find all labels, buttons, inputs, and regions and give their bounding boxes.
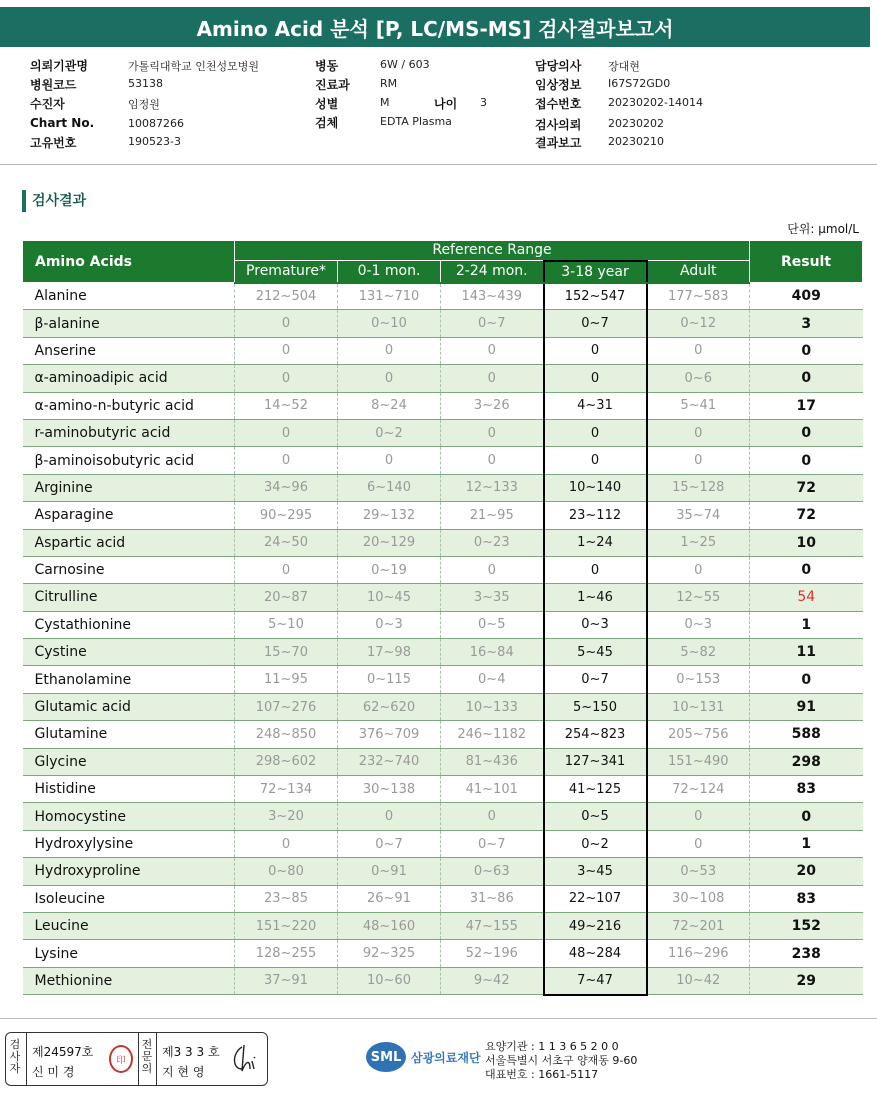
reference-range: 0~63 — [441, 858, 544, 885]
reference-range-highlighted: 49~216 — [544, 912, 647, 939]
reference-range: 48~160 — [338, 912, 441, 939]
reference-range: 0~80 — [235, 858, 338, 885]
table-row — [23, 584, 863, 611]
reference-range: 205~756 — [647, 721, 750, 748]
result-value: 29 — [750, 967, 863, 994]
reference-range: 35~74 — [647, 502, 750, 529]
amino-acid-name: Aspartic acid — [23, 529, 235, 556]
reference-range: 90~295 — [235, 502, 338, 529]
reference-range: 26~91 — [338, 885, 441, 912]
reference-range: 12~55 — [647, 584, 750, 611]
reference-range: 131~710 — [338, 283, 441, 310]
reference-range: 10~131 — [647, 693, 750, 720]
result-value: 72 — [750, 474, 863, 501]
info-label: 의뢰기관명 — [30, 59, 88, 73]
reference-range: 1~25 — [647, 529, 750, 556]
sub-header: 2-24 mon. — [441, 261, 544, 283]
amino-acid-name: Ethanolamine — [23, 666, 235, 693]
reference-range-highlighted: 1~24 — [544, 529, 647, 556]
col-header-amino: Amino Acids — [23, 241, 235, 283]
divider — [156, 1033, 157, 1085]
info-value: EDTA Plasma — [380, 115, 452, 128]
amino-acid-name: Asparagine — [23, 502, 235, 529]
result-value: 17 — [750, 392, 863, 419]
reference-range-highlighted: 0~7 — [544, 310, 647, 337]
reference-range: 0 — [338, 447, 441, 474]
tester-license: 제24597호 — [32, 1045, 94, 1059]
reference-range-highlighted: 254~823 — [544, 721, 647, 748]
result-value: 298 — [750, 748, 863, 775]
reference-range: 5~82 — [647, 639, 750, 666]
reference-range: 0~12 — [647, 310, 750, 337]
info-value: I67S72GD0 — [608, 77, 671, 90]
amino-acid-name: Hydroxylysine — [23, 830, 235, 857]
table-row — [23, 967, 863, 994]
divider — [26, 1033, 27, 1085]
amino-acid-name: α-amino-n-butyric acid — [23, 392, 235, 419]
reference-range: 0~10 — [338, 310, 441, 337]
reference-range: 5~10 — [235, 611, 338, 638]
result-value: 1 — [750, 830, 863, 857]
table-row — [23, 392, 863, 419]
reference-range: 0 — [235, 447, 338, 474]
result-value: 0 — [750, 803, 863, 830]
reference-range-highlighted: 0 — [544, 419, 647, 446]
result-value: 83 — [750, 885, 863, 912]
amino-acid-name: Hydroxyproline — [23, 858, 235, 885]
reference-range: 15~70 — [235, 639, 338, 666]
info-label: 고유번호 — [30, 136, 77, 150]
reference-range-highlighted: 0 — [544, 337, 647, 364]
reference-range: 72~134 — [235, 776, 338, 803]
reference-range: 298~602 — [235, 748, 338, 775]
result-value: 3 — [750, 310, 863, 337]
reference-range: 0 — [235, 419, 338, 446]
reference-range-highlighted: 22~107 — [544, 885, 647, 912]
reference-range: 0 — [235, 365, 338, 392]
reference-range-highlighted: 0~2 — [544, 830, 647, 857]
amino-acid-name: Isoleucine — [23, 885, 235, 912]
table-row — [23, 529, 863, 556]
reference-range: 0 — [441, 803, 544, 830]
reference-range: 0 — [235, 556, 338, 583]
reference-range: 3~35 — [441, 584, 544, 611]
tester-name: 신 미 경 — [32, 1065, 75, 1079]
reference-range: 246~1182 — [441, 721, 544, 748]
reference-range: 24~50 — [235, 529, 338, 556]
reference-range: 0 — [647, 447, 750, 474]
info-label: 수진자 — [30, 97, 65, 111]
reference-range-highlighted: 5~45 — [544, 639, 647, 666]
result-value: 409 — [750, 283, 863, 310]
reference-range-highlighted: 0~7 — [544, 666, 647, 693]
reference-range: 0 — [441, 337, 544, 364]
reference-range: 107~276 — [235, 693, 338, 720]
divider — [0, 1018, 877, 1019]
reference-range: 0 — [441, 447, 544, 474]
reference-range: 30~108 — [647, 885, 750, 912]
address-line: 대표번호 : 1661-5117 — [485, 1068, 599, 1081]
reference-range: 0 — [235, 337, 338, 364]
info-label: 검사의뢰 — [535, 118, 582, 132]
sub-header: Premature* — [235, 261, 338, 283]
reference-range: 0 — [647, 803, 750, 830]
result-value: 0 — [750, 447, 863, 474]
reference-range: 0~2 — [338, 419, 441, 446]
result-value: 0 — [750, 666, 863, 693]
info-value: 임정원 — [128, 98, 160, 111]
reference-range: 81~436 — [441, 748, 544, 775]
reference-range: 0 — [441, 556, 544, 583]
reference-range: 0 — [647, 419, 750, 446]
table-row — [23, 912, 863, 939]
info-value: 장대현 — [608, 60, 640, 73]
info-value: M — [380, 96, 390, 109]
reference-range: 232~740 — [338, 748, 441, 775]
reference-range: 128~255 — [235, 940, 338, 967]
info-value: 20230210 — [608, 135, 664, 148]
table-row — [23, 419, 863, 446]
table-row — [23, 611, 863, 638]
reference-range: 5~41 — [647, 392, 750, 419]
age-label: 나이 — [434, 97, 458, 111]
reference-range: 143~439 — [441, 283, 544, 310]
table-row — [23, 447, 863, 474]
amino-acid-name: Citrulline — [23, 584, 235, 611]
table-row — [23, 721, 863, 748]
report-title: Amino Acid 분석 [P, LC/MS-MS] 검사결과보고서 — [0, 7, 870, 47]
table-row — [23, 803, 863, 830]
doctor-name: 지 현 영 — [162, 1065, 205, 1079]
reference-range: 12~133 — [441, 474, 544, 501]
col-header-result: Result — [750, 241, 863, 283]
amino-acid-name: Glutamic acid — [23, 693, 235, 720]
company-address — [485, 1040, 637, 1082]
table-row — [23, 940, 863, 967]
reference-range: 3~26 — [441, 392, 544, 419]
reference-range: 0 — [441, 365, 544, 392]
reference-range: 0 — [235, 310, 338, 337]
table-row — [23, 283, 863, 310]
reference-range: 0~3 — [647, 611, 750, 638]
info-label: 결과보고 — [535, 136, 582, 150]
reference-range-highlighted: 3~45 — [544, 858, 647, 885]
info-label: 임상정보 — [535, 78, 582, 92]
reference-range: 21~95 — [441, 502, 544, 529]
info-value: 53138 — [128, 77, 163, 90]
logo-name: 삼광의료재단 — [411, 1050, 481, 1065]
info-label: 병원코드 — [30, 78, 77, 92]
reference-range: 0~19 — [338, 556, 441, 583]
result-value: 1 — [750, 611, 863, 638]
amino-acid-name: β-alanine — [23, 310, 235, 337]
amino-acid-name: Homocystine — [23, 803, 235, 830]
reference-range: 34~96 — [235, 474, 338, 501]
reference-range: 23~85 — [235, 885, 338, 912]
reference-range-highlighted: 1~46 — [544, 584, 647, 611]
amino-acid-name: α-aminoadipic acid — [23, 365, 235, 392]
result-value: 0 — [750, 419, 863, 446]
doctor-label: 전문의 — [141, 1038, 153, 1075]
info-value: 6W / 603 — [380, 58, 430, 71]
reference-range-highlighted: 7~47 — [544, 967, 647, 994]
reference-range: 0 — [338, 337, 441, 364]
reference-range-highlighted: 0 — [544, 447, 647, 474]
reference-range: 0~7 — [441, 310, 544, 337]
result-value: 83 — [750, 776, 863, 803]
sub-header: 0-1 mon. — [338, 261, 441, 283]
info-value: 20230202 — [608, 117, 664, 130]
info-value: 190523-3 — [128, 135, 181, 148]
reference-range: 11~95 — [235, 666, 338, 693]
amino-acid-name: Glutamine — [23, 721, 235, 748]
table-row — [23, 310, 863, 337]
reference-range-highlighted: 152~547 — [544, 283, 647, 310]
table-row — [23, 474, 863, 501]
company-logo — [366, 1042, 481, 1072]
reference-range: 52~196 — [441, 940, 544, 967]
info-label: 병동 — [315, 59, 339, 73]
info-value: 가톨릭대학교 인천성모병원 — [128, 60, 260, 73]
info-label: 검체 — [315, 116, 339, 130]
amino-acid-name: Leucine — [23, 912, 235, 939]
info-value: RM — [380, 77, 398, 90]
reference-range: 0~3 — [338, 611, 441, 638]
amino-acid-name: Histidine — [23, 776, 235, 803]
reference-range: 10~60 — [338, 967, 441, 994]
reference-range: 0~115 — [338, 666, 441, 693]
reference-range-highlighted: 0~3 — [544, 611, 647, 638]
reference-range: 0~153 — [647, 666, 750, 693]
patient-info — [30, 57, 830, 153]
reference-range: 0~7 — [441, 830, 544, 857]
reference-range: 3~20 — [235, 803, 338, 830]
info-label: Chart No. — [30, 116, 95, 130]
age-value: 3 — [480, 96, 487, 109]
reference-range: 151~490 — [647, 748, 750, 775]
reference-range: 151~220 — [235, 912, 338, 939]
reference-range: 0~23 — [441, 529, 544, 556]
table-row — [23, 666, 863, 693]
amino-acid-name: Anserine — [23, 337, 235, 364]
reference-range: 47~155 — [441, 912, 544, 939]
reference-range: 10~42 — [647, 967, 750, 994]
reference-range: 72~201 — [647, 912, 750, 939]
reference-range: 376~709 — [338, 721, 441, 748]
reference-range-highlighted: 48~284 — [544, 940, 647, 967]
signature-icon — [228, 1039, 264, 1079]
reference-range: 6~140 — [338, 474, 441, 501]
reference-range: 0~53 — [647, 858, 750, 885]
seal-icon: 印 — [109, 1045, 133, 1073]
reference-range: 116~296 — [647, 940, 750, 967]
reference-range: 31~86 — [441, 885, 544, 912]
table-row — [23, 556, 863, 583]
reference-range: 41~101 — [441, 776, 544, 803]
reference-range: 10~45 — [338, 584, 441, 611]
col-header-reference: Reference Range — [235, 241, 750, 261]
result-value: 0 — [750, 365, 863, 392]
reference-range-highlighted: 4~31 — [544, 392, 647, 419]
reference-range: 0~91 — [338, 858, 441, 885]
reference-range: 0 — [338, 803, 441, 830]
result-value: 588 — [750, 721, 863, 748]
table-row — [23, 693, 863, 720]
results-table — [22, 240, 863, 996]
table-row — [23, 502, 863, 529]
reference-range: 20~87 — [235, 584, 338, 611]
reference-range: 16~84 — [441, 639, 544, 666]
result-value: 152 — [750, 912, 863, 939]
reference-range: 62~620 — [338, 693, 441, 720]
table-row — [23, 365, 863, 392]
sub-header: Adult — [647, 261, 750, 283]
reference-range-highlighted: 0~5 — [544, 803, 647, 830]
reference-range: 30~138 — [338, 776, 441, 803]
tester-label: 검사자 — [9, 1038, 21, 1075]
reference-range: 10~133 — [441, 693, 544, 720]
reference-range-highlighted: 5~150 — [544, 693, 647, 720]
info-label: 성별 — [315, 97, 339, 111]
table-row — [23, 337, 863, 364]
result-value: 54 — [750, 584, 863, 611]
reference-range: 177~583 — [647, 283, 750, 310]
amino-acid-name: Arginine — [23, 474, 235, 501]
amino-acid-name: Alanine — [23, 283, 235, 310]
table-row — [23, 885, 863, 912]
doctor-license: 제3 3 3 호 — [162, 1045, 220, 1059]
reference-range: 29~132 — [338, 502, 441, 529]
reference-range: 0 — [647, 830, 750, 857]
reference-range: 17~98 — [338, 639, 441, 666]
reference-range: 37~91 — [235, 967, 338, 994]
reference-range: 8~24 — [338, 392, 441, 419]
reference-range-highlighted: 0 — [544, 365, 647, 392]
amino-acid-name: Cystine — [23, 639, 235, 666]
amino-acid-name: Carnosine — [23, 556, 235, 583]
amino-acid-name: Glycine — [23, 748, 235, 775]
reference-range-highlighted: 23~112 — [544, 502, 647, 529]
reference-range-highlighted: 127~341 — [544, 748, 647, 775]
reference-range: 0 — [647, 556, 750, 583]
address-line: 서울특별시 서초구 양재동 9-60 — [485, 1054, 638, 1067]
reference-range: 15~128 — [647, 474, 750, 501]
divider — [138, 1033, 139, 1085]
address-line: 요양기관 : 1 1 3 6 5 2 0 0 — [485, 1040, 619, 1053]
amino-acid-name: Cystathionine — [23, 611, 235, 638]
reference-range: 0~7 — [338, 830, 441, 857]
info-value: 20230202-14014 — [608, 96, 703, 109]
result-value: 10 — [750, 529, 863, 556]
amino-acid-name: r-aminobutyric acid — [23, 419, 235, 446]
logo-mark: SML — [366, 1042, 406, 1072]
reference-range: 0 — [235, 830, 338, 857]
table-row — [23, 748, 863, 775]
reference-range: 0 — [338, 365, 441, 392]
reference-range: 0~5 — [441, 611, 544, 638]
reference-range: 248~850 — [235, 721, 338, 748]
reference-range: 72~124 — [647, 776, 750, 803]
reference-range: 212~504 — [235, 283, 338, 310]
section-title: 검사결과 — [22, 190, 86, 212]
reference-range: 92~325 — [338, 940, 441, 967]
sub-header-highlighted: 3-18 year — [544, 261, 647, 283]
reference-range: 20~129 — [338, 529, 441, 556]
unit-label: 단위: μmol/L — [787, 222, 859, 236]
reference-range: 0 — [647, 337, 750, 364]
result-value: 91 — [750, 693, 863, 720]
reference-range: 0 — [441, 419, 544, 446]
reference-range: 14~52 — [235, 392, 338, 419]
table-row — [23, 639, 863, 666]
reference-range: 0~4 — [441, 666, 544, 693]
reference-range: 9~42 — [441, 967, 544, 994]
info-value: 10087266 — [128, 117, 184, 130]
signature-box — [5, 1032, 268, 1086]
result-value: 238 — [750, 940, 863, 967]
amino-acid-name: Methionine — [23, 967, 235, 994]
info-label: 진료과 — [315, 78, 350, 92]
result-value: 0 — [750, 556, 863, 583]
amino-acid-name: Lysine — [23, 940, 235, 967]
reference-range: 0~6 — [647, 365, 750, 392]
reference-range-highlighted: 0 — [544, 556, 647, 583]
divider — [0, 164, 877, 165]
amino-acid-name: β-aminoisobutyric acid — [23, 447, 235, 474]
table-row — [23, 858, 863, 885]
reference-range-highlighted: 10~140 — [544, 474, 647, 501]
result-value: 20 — [750, 858, 863, 885]
info-label: 담당의사 — [535, 59, 582, 73]
table-row — [23, 776, 863, 803]
info-label: 접수번호 — [535, 97, 582, 111]
table-row — [23, 830, 863, 857]
reference-range-highlighted: 41~125 — [544, 776, 647, 803]
result-value: 72 — [750, 502, 863, 529]
result-value: 0 — [750, 337, 863, 364]
result-value: 11 — [750, 639, 863, 666]
